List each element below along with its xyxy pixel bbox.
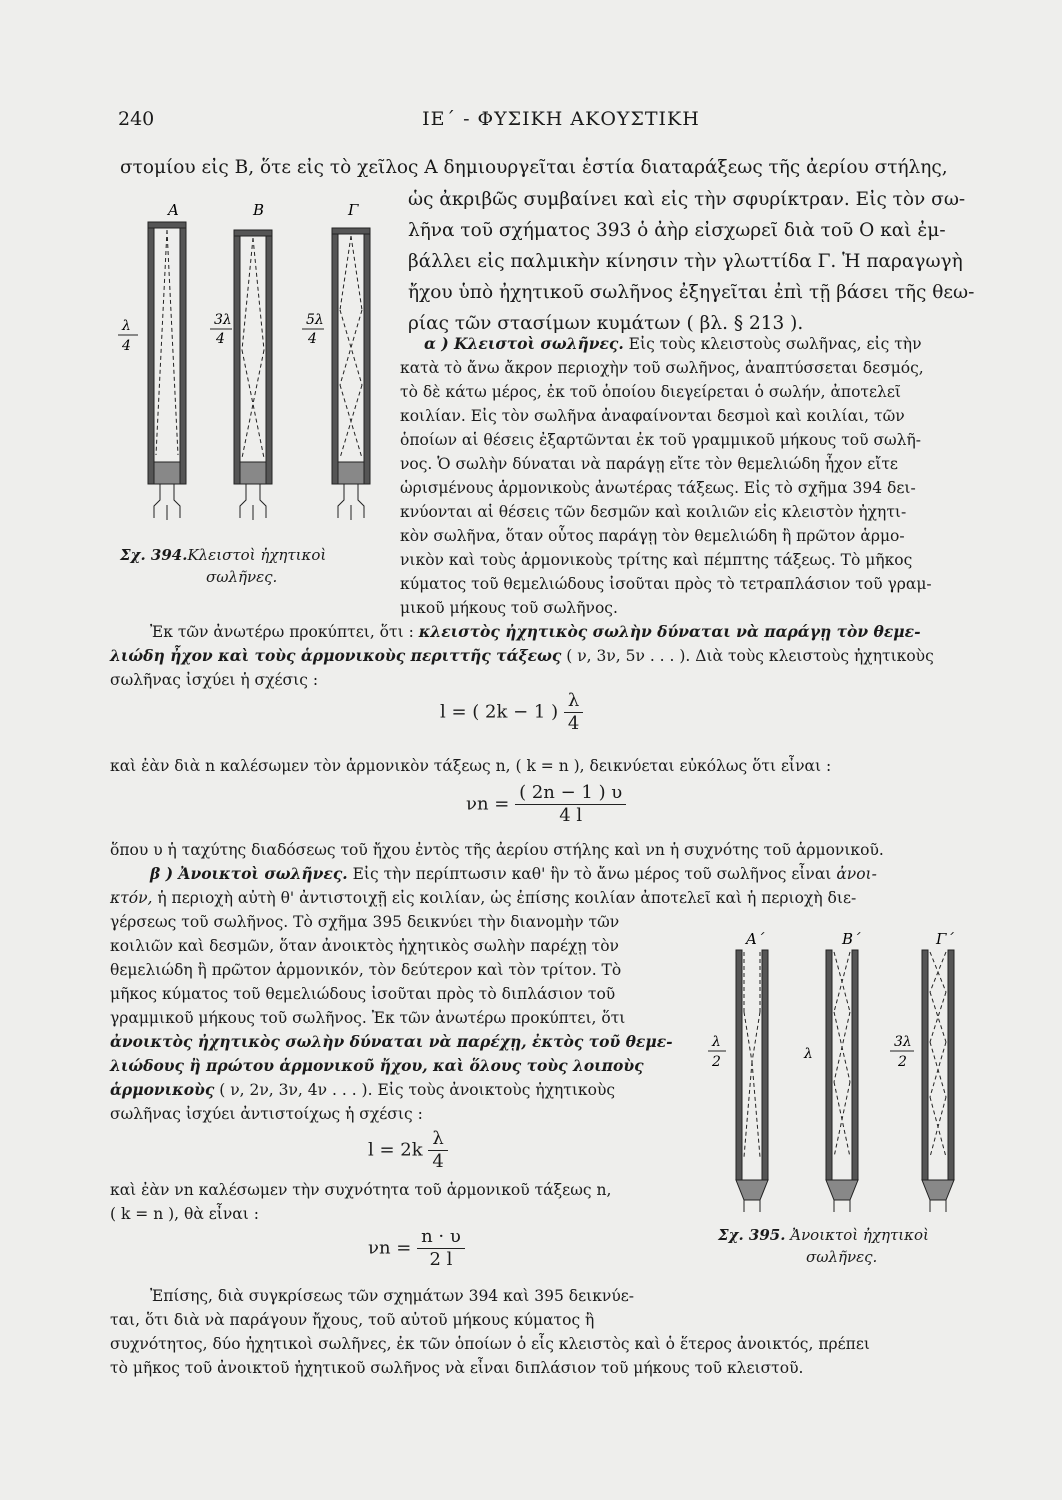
text-line: λῆνα τοῦ σχήματος 393 ὁ ἀὴρ εἰσχωρεῖ διὰ τοῦ Ο καὶ ἐμ- (408, 220, 946, 241)
text-line: β ) Ἀνοικτοὶ σωλῆνες. Εἰς τὴν περίπτωσιν καθ' ἣν τὸ ἄνω μέρος τοῦ σωλῆνος εἶναι ἀνοι- (150, 864, 877, 883)
text-line: ὡρισμένους ἁρμονικοὺς ἀνωτέρας τάξεως. Εἰς τὸ σχῆμα 394 δει- (400, 479, 916, 497)
text-line: νικὸν καὶ τοὺς ἁρμονικοὺς τρίτης καὶ πέμπτης τάξεως. Τὸ μῆκος (400, 551, 913, 569)
text-line: σωλῆνας ἰσχύει ἡ σχέσις : (110, 671, 319, 689)
text-line: γέρσεως τοῦ σωλῆνος. Τὸ σχῆμα 395 δεικνύει τὴν διανομὴν τῶν (110, 913, 620, 931)
text-line: ἤχου ὑπὸ ἠχητικοῦ σωλῆνος ἐξηγεῖται ἐπὶ τῇ βάσει τῆς θεω- (408, 282, 975, 303)
fig395-label-g: Γ΄ (936, 930, 954, 948)
text-line: ( k = n ), θὰ εἶναι : (110, 1205, 259, 1223)
fig394-frac3-den: 4 (308, 331, 317, 347)
text-line: θεμελιώδη ἢ πρῶτον ἁρμονικόν, τὸν δεύτερον καὶ τὸν τρίτον. Τὸ (110, 961, 622, 979)
text-line: κοιλιῶν καὶ δεσμῶν, ὅταν ἀνοικτὸς ἠχητικὸς σωλὴν παρέχῃ τὸν (110, 937, 619, 955)
fig394-frac2-den: 4 (216, 331, 225, 347)
fig395-label-a: A΄ (746, 930, 765, 948)
text-line: καὶ ἐὰν νn καλέσωμεν τὴν συχνότητα τοῦ ἁρμονικοῦ τάξεως n, (110, 1181, 612, 1199)
fig395-frac3-den: 2 (898, 1054, 907, 1070)
text-line: βάλλει εἰς παλμικὴν κίνησιν τὴν γλωττίδα Γ. Ἡ παραγωγὴ (408, 251, 963, 272)
text-line: ὅπου υ ἡ ταχύτης διαδόσεως τοῦ ἤχου ἐντὸς τῆς ἀερίου στήλης καὶ νn ἡ συχνότης τοῦ ἁρμονικοῦ. (110, 841, 884, 859)
text-line: καὶ ἐὰν διὰ n καλέσωμεν τὸν ἁρμονικὸν τάξεως n, ( k = n ), δεικνύεται εὐκόλως ὅτι εἶναι : (110, 757, 832, 775)
text-line: λιώδη ἦχον καὶ τοὺς ἁρμονικοὺς περιττῆς τάξεως ( ν, 3ν, 5ν . . . ). Διὰ τοὺς κλειστοὺς ἠχητικοὺς (110, 646, 934, 665)
fig395-frac1-den: 2 (712, 1054, 721, 1070)
equation-closed-frequency: νn = $\frac{( 2n - 1 ) \upsilon}{4 l}$ (466, 782, 626, 827)
fig394-label-b: B (253, 201, 265, 219)
fig394-label-g: Γ (348, 201, 359, 219)
text-line: γραμμικοῦ μήκους τοῦ σωλῆνος. Ἐκ τῶν ἀνωτέρω προκύπτει, ὅτι (110, 1009, 626, 1027)
open-tube-a (736, 950, 768, 1212)
text-line: στομίου εἰς Β, ὅτε εἰς τὸ χεῖλος Α δημιουργεῖται ἑστία διαταράξεως τῆς ἀερίου στήλης, (120, 157, 948, 178)
open-tube-g (922, 950, 954, 1212)
figure-395-open-tubes (700, 922, 970, 1222)
figure-394-caption: Σχ. 394.Κλειστοὶ ἠχητικοὶ (120, 546, 327, 564)
closed-tube-g (332, 228, 370, 520)
page-number: 240 (118, 108, 155, 130)
fig394-label-a: A (168, 201, 179, 219)
text-line: ὡς ἀκριβῶς συμβαίνει καὶ εἰς τὴν σφυρίκτραν. Εἰς τὸν σω- (408, 189, 966, 210)
text-line: ἁρμονικοὺς ( ν, 2ν, 3ν, 4ν . . . ). Εἰς τοὺς ἀνοικτοὺς ἠχητικοὺς (110, 1080, 616, 1099)
text-line: κνύονται αἱ θέσεις τῶν δεσμῶν καὶ κοιλιῶν εἰς κλειστὸν ἠχητι- (400, 503, 907, 521)
equation-closed-length: l = ( 2k − 1 ) $\frac{\lambda}{4}$ (440, 690, 583, 735)
text-line: νος. Ὁ σωλὴν δύναται νὰ παράγῃ εἴτε τὸν θεμελιώδη ἦχον εἴτε (400, 455, 898, 473)
fig395-frac3-num: 3λ (894, 1034, 912, 1050)
fig395-frac1-num: λ (712, 1034, 721, 1050)
text-line: ρίας τῶν στασίμων κυμάτων ( βλ. § 213 ). (408, 313, 804, 334)
closed-tube-a (148, 222, 186, 520)
open-tube-b (826, 950, 858, 1212)
equation-open-frequency: νn = $\frac{n \cdot \upsilon}{2 l}$ (368, 1226, 465, 1271)
text-line: ἀνοικτὸς ἠχητικὸς σωλὴν δύναται νὰ παρέχῃ, ἐκτὸς τοῦ θεμε- (110, 1032, 673, 1051)
text-line: α ) Κλειστοὶ σωλῆνες. Εἰς τοὺς κλειστοὺς σωλῆνας, εἰς τὴν (424, 334, 922, 353)
text-line: τὸ δὲ κάτω μέρος, ἐκ τοῦ ὁποίου διεγείρεται ὁ σωλήν, ἀποτελεῖ (400, 383, 901, 401)
fig395-lambda: λ (804, 1046, 813, 1062)
fig395-label-b: B΄ (842, 930, 861, 948)
fig394-frac2-num: 3λ (214, 312, 232, 328)
text-line: κτόν, ἡ περιοχὴ αὐτὴ θ' ἀντιστοιχῇ εἰς κοιλίαν, ὡς ἐπίσης κοιλίαν ἀποτελεῖ καὶ ἡ περιοχὴ διε- (110, 889, 857, 907)
text-line: Ἐπίσης, διὰ συγκρίσεως τῶν σχημάτων 394 καὶ 395 δεικνύε- (150, 1287, 635, 1305)
text-line: κύματος τοῦ θεμελιώδους ἰσοῦται πρὸς τὸ τετραπλάσιον τοῦ γραμ- (400, 575, 932, 593)
text-line: συχνότητος, δύο ἠχητικοὶ σωλῆνες, ἐκ τῶν ὁποίων ὁ εἷς κλειστὸς καὶ ὁ ἕτερος ἀνοικτός, πρέπει (110, 1335, 870, 1353)
text-line: μῆκος κύματος τοῦ θεμελιώδους ἰσοῦται πρὸς τὸ διπλάσιον τοῦ (110, 985, 616, 1003)
text-line: μικοῦ μήκους τοῦ σωλῆνος. (400, 599, 618, 617)
text-line: κατὰ τὸ ἄνω ἄκρον περιοχὴν τοῦ σωλῆνος, ἀναπτύσσεται δεσμός, (400, 359, 924, 377)
figure-395-caption: Σχ. 395. Ἀνοικτοὶ ἠχητικοὶ (718, 1226, 929, 1244)
fig394-frac1-den: 4 (122, 338, 131, 354)
equation-open-length: l = 2k $\frac{\lambda}{4}$ (368, 1128, 448, 1173)
running-title: ΙΕ΄ - ΦΥΣΙΚΗ ΑΚΟΥΣΤΙΚΗ (422, 108, 700, 130)
section-heading-open: β ) Ἀνοικτοὶ σωλῆνες. (150, 864, 348, 883)
section-heading-closed: α ) Κλειστοὶ σωλῆνες. (424, 334, 624, 353)
text-line: κὸν σωλῆνα, ὅταν οὗτος παράγῃ τὸν θεμελιώδη ἢ πρῶτον ἁρμο- (400, 527, 905, 545)
figure-395-caption-2: σωλῆνες. (806, 1248, 878, 1266)
text-line: ὁποίων αἱ θέσεις ἐξαρτῶνται ἐκ τοῦ γραμμικοῦ μήκους τοῦ σωλῆ- (400, 431, 922, 449)
figure-394-caption-2: σωλῆνες. (206, 568, 278, 586)
text-line: Ἐκ τῶν ἀνωτέρω προκύπτει, ὅτι : κλειστὸς ἠχητικὸς σωλὴν δύναται νὰ παράγῃ τὸν θεμε- (150, 622, 921, 641)
text-line: κοιλίαν. Εἰς τὸν σωλῆνα ἀναφαίνονται δεσμοὶ καὶ κοιλίαι, τῶν (400, 407, 905, 425)
text-line: λιώδους ἢ πρώτου ἁρμονικοῦ ἤχου, καὶ ὅλους τοὺς λοιποὺς (110, 1056, 644, 1075)
text-line: τὸ μῆκος τοῦ ἀνοικτοῦ ἠχητικοῦ σωλῆνος νὰ εἶναι διπλάσιον τοῦ μήκους τοῦ κλειστοῦ. (110, 1359, 804, 1377)
fig394-frac3-num: 5λ (306, 312, 324, 328)
fig394-frac1-num: λ (122, 318, 131, 334)
closed-tube-b (234, 230, 272, 520)
text-line: σωλῆνας ἰσχύει ἀντιστοίχως ἡ σχέσις : (110, 1105, 423, 1123)
text-line: ται, ὅτι διὰ νὰ παράγουν ἤχους, τοῦ αὐτοῦ μήκους κύματος ἢ (110, 1311, 595, 1329)
figure-394-closed-tubes (110, 200, 400, 540)
